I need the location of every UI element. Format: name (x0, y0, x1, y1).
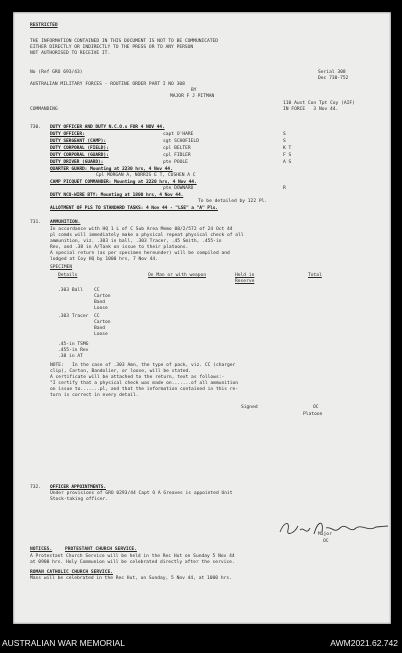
para-731-body-3: ammunition, viz. .303 in ball, .303 Tracer, .45 Smith, .455-in (50, 239, 222, 244)
duty-name-4: cpl FIDLER (163, 153, 191, 158)
amn-item-2: Carton (58, 294, 111, 299)
column-reserve: Held in Reserve (235, 273, 255, 285)
para-731-body-1: In accordance with HQ 1 L of C Sub Area Memo 08/2/572 of 24 Oct 44 (50, 227, 233, 232)
para-730-number: 730. (30, 125, 42, 130)
note-line-5: on issue to.......pl, and that the information contained in this re- (50, 387, 239, 392)
note-line-3: A certificate will be attached to the return, text as follows:- (50, 375, 225, 380)
signature-role: OC (323, 539, 329, 544)
detailed-by: To be detailed by 122 Pl. (198, 199, 268, 204)
para-732-body-2: Stock-taking officer. (50, 497, 109, 502)
duty-name-1: capt O'HARE (163, 132, 194, 137)
duty-code-1: S (283, 132, 286, 137)
commanding: COMMANDING (30, 107, 58, 112)
para-732-body-1: Under provisions of GRO 0293/44 Capt O A Greaves is appointed Unit (50, 491, 233, 496)
amn-item-5: .303 Tracer CC (58, 314, 100, 319)
caveat-line-2: EITHER DIRECTLY OR INDIRECTLY TO THE PRESS OR TO ANY PERSON (30, 45, 194, 50)
para-732-heading: OFFICER APPOINTMENTS. (50, 485, 106, 490)
field-line: IN FORCE 3 Nov 44. (283, 107, 339, 112)
para-731-heading: AMMUNITION. (50, 220, 81, 225)
guard-members: Cpl MORGAN A, NORRIS E T, CUSHEN A C (96, 173, 196, 178)
serial-number: Serial 308 (318, 70, 346, 75)
duty-label-1: DUTY OFFICER: (50, 132, 85, 137)
handwritten-signature (276, 516, 391, 540)
para-731-number: 731. (30, 220, 42, 225)
forces-line: AUSTRALIAN MILITARY FORCES - ROUTINE ORDER PART I NO 308 (30, 82, 185, 87)
amn-item-6: Carton (58, 320, 111, 325)
amn-item-3: Band (58, 300, 106, 305)
amn-item-8: Loose (58, 332, 108, 337)
para-731-body-4: Rev, and .38 in A/Tank on issue to their platoons. (50, 245, 189, 250)
picquet-member: pte DOWNARD (163, 186, 194, 191)
signature-rank: Major (318, 532, 332, 537)
caveat-line-3: NOT AUTHORISED TO RECEIVE IT. (30, 51, 111, 56)
signed-label: Signed (241, 405, 258, 410)
catholic-body: Mass will be celebrated in the Rec Hut, on Sunday, 5 Nov 44, at 1000 hrs. (30, 576, 232, 581)
note-line-4: "I certify that a physical check was made on.......of all ammunition (50, 381, 239, 386)
source-credit: AUSTRALIAN WAR MEMORIAL (2, 638, 125, 648)
platoon-label: Platoon (303, 412, 323, 417)
unit-line: 110 Aust Con Tpt Coy (AIF) (283, 101, 355, 106)
duty-code-3: K T (283, 146, 292, 151)
duty-label-3: DUTY CORPORAL (FIELD): (50, 146, 109, 151)
classification: RESTRICTED (30, 23, 58, 28)
quarter-guard: QUARTER GUARD: Mounting at 2230 hrs, 4 Nov 44. (50, 167, 173, 172)
note-line-6: turn is correct in every detail. (50, 393, 139, 398)
para-731-body-6: lodged at Coy HQ by 1000 hrs, 7 Nov 44. (50, 257, 158, 262)
note-line-2: clip), Carton, Bandolier, or loose, will be stated. (50, 369, 192, 374)
caveat-line-1: THE INFORMATION CONTAINED IN THIS DOCUMENT IS NOT TO BE COMMUNICATED (30, 39, 219, 44)
by-line: BY (191, 88, 197, 93)
duty-name-3: cpl BELTER (163, 146, 191, 151)
duty-name-2: sgt SCHOFIELD (163, 139, 199, 144)
column-on-man: On Man or with weapon (148, 273, 207, 278)
duty-label-4: DUTY CORPORAL (GUARD): (50, 153, 109, 158)
church-body-2: at 0900 hrs. Holy Communion will be celebrated directly after the service. (30, 560, 235, 565)
column-total: Total (308, 273, 322, 278)
duty-code-2: S (283, 139, 286, 144)
officer-line: MAJOR F J PITMAN (170, 94, 215, 99)
amn-item-9: .45-in TSMG (58, 342, 89, 347)
specimen-label: SPECIMEN (50, 265, 73, 270)
amn-item-11: .38 in AT (58, 354, 83, 359)
amn-item-1: .303 Ball CC (58, 288, 100, 293)
duty-name-5: pte POOLE (163, 160, 188, 165)
document-page (13, 12, 391, 624)
amn-item-10: .455-in Rev (58, 348, 89, 353)
duty-code-5: A S (283, 160, 292, 165)
para-732-number: 732. (30, 485, 42, 490)
duty-label-2: DUTY SERGEANT (CAMP): (50, 139, 106, 144)
note-line-1: NOTE: In the case of .303 Amn, the type of pack, viz. CC (charger (50, 363, 236, 368)
duty-code-4: F S (283, 153, 292, 158)
accession-number: AWM2021.62.742 (330, 638, 398, 648)
notices-label: NOTICES. (30, 547, 53, 552)
copy-number: No (Ref GRO 693/43) (30, 70, 83, 75)
camp-picquet: CAMP PICQUET COMMANDER: Mounting at 2220 hrs, 4 Nov 44. (50, 180, 197, 185)
signed-rank: OC (313, 405, 319, 410)
picquet-code: R (283, 186, 286, 191)
church-body-1: A Protestant Church Service will be held in the Rec Hut on Sunday 5 Nov 44 (30, 554, 235, 559)
allotment: ALLOTMENT OF PLS TO STANDARD TASKS: 4 Nov 44 - "LSE" a "A" Pls. (50, 206, 218, 211)
amn-item-4: Loose (58, 306, 108, 311)
duty-nco-wire: DUTY NCO-WIRE BTY: Mounting at 1800 hrs, 4 Nov 44. (50, 193, 184, 198)
para-730-heading: DUTY OFFICER AND DUTY N.C.O.s FOR 4 NOV 44. (50, 125, 165, 130)
para-731-body-5: A special return (as per specimen hereunder) will be compiled and (50, 251, 230, 256)
amn-item-7: Band (58, 326, 106, 331)
para-731-body-2: pl comds will immediately make a physical repeat physical check of all (50, 233, 244, 238)
church-heading: PROTESTANT CHURCH SERVICE. (65, 547, 137, 552)
duty-label-5: DUTY DRIVER (GUARD): (50, 160, 104, 165)
date-range: Dec 730-752 (318, 76, 349, 81)
column-details: Details (58, 273, 78, 278)
catholic-heading: ROMAN CATHOLIC CHURCH SERVICE. (30, 570, 113, 575)
